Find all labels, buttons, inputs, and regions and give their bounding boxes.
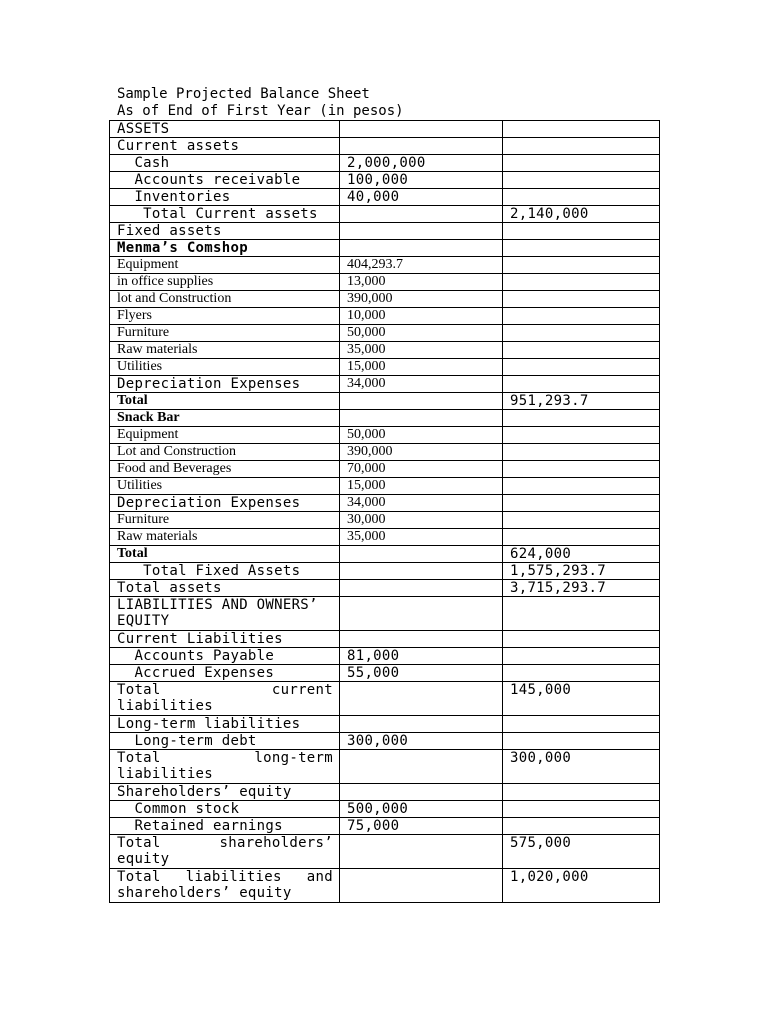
row-total-cell <box>503 359 660 376</box>
row-label-cell: Food and Beverages <box>110 461 340 478</box>
table-row <box>110 240 660 257</box>
row-total-cell <box>503 478 660 495</box>
table-row <box>110 410 660 427</box>
table-row <box>110 835 660 869</box>
row-total-cell <box>503 325 660 342</box>
row-total-cell <box>503 818 660 835</box>
row-amount-cell: 35,000 <box>340 529 503 546</box>
table-row <box>110 325 660 342</box>
row-label-cell: Shareholders’ equity <box>110 784 340 801</box>
row-label-cell: Total <box>110 393 340 410</box>
table-row <box>110 155 660 172</box>
row-total-cell: 145,000 <box>503 682 660 716</box>
table-row <box>110 359 660 376</box>
table-row <box>110 393 660 410</box>
row-label-cell: Long-term liabilities <box>110 716 340 733</box>
row-label-cell: Total shareholders’ equity <box>110 835 340 869</box>
row-total-cell: 951,293.7 <box>503 393 660 410</box>
table-row <box>110 495 660 512</box>
row-total-cell: 575,000 <box>503 835 660 869</box>
row-label-cell: Utilities <box>110 478 340 495</box>
row-total-cell: 1,020,000 <box>503 869 660 903</box>
balance-sheet-table <box>109 120 660 903</box>
row-total-cell: 624,000 <box>503 546 660 563</box>
row-total-cell: 300,000 <box>503 750 660 784</box>
row-total-cell <box>503 189 660 206</box>
row-label-cell: Furniture <box>110 512 340 529</box>
row-amount-cell <box>340 597 503 631</box>
row-amount-cell: 500,000 <box>340 801 503 818</box>
table-row <box>110 716 660 733</box>
row-amount-cell: 50,000 <box>340 427 503 444</box>
row-total-cell <box>503 512 660 529</box>
row-label-cell: Current assets <box>110 138 340 155</box>
row-total-cell: 3,715,293.7 <box>503 580 660 597</box>
row-total-cell <box>503 308 660 325</box>
row-total-cell <box>503 716 660 733</box>
row-amount-cell: 34,000 <box>340 495 503 512</box>
row-label-cell: Total current liabilities <box>110 682 340 716</box>
row-amount-cell: 75,000 <box>340 818 503 835</box>
row-total-cell <box>503 665 660 682</box>
row-total-cell <box>503 257 660 274</box>
row-total-cell <box>503 240 660 257</box>
table-row <box>110 121 660 138</box>
row-amount-cell <box>340 206 503 223</box>
row-amount-cell <box>340 121 503 138</box>
row-label-cell: Utilities <box>110 359 340 376</box>
table-row <box>110 563 660 580</box>
table-row <box>110 529 660 546</box>
row-total-cell <box>503 223 660 240</box>
table-row <box>110 648 660 665</box>
table-row <box>110 291 660 308</box>
table-row <box>110 172 660 189</box>
row-total-cell <box>503 274 660 291</box>
table-row <box>110 801 660 818</box>
table-row <box>110 444 660 461</box>
row-total-cell <box>503 733 660 750</box>
row-label-cell: Equipment <box>110 257 340 274</box>
row-amount-cell <box>340 835 503 869</box>
row-amount-cell: 13,000 <box>340 274 503 291</box>
table-row <box>110 631 660 648</box>
row-amount-cell <box>340 223 503 240</box>
row-label-cell: Total liabilities and shareholders’ equity <box>110 869 340 903</box>
row-label-cell: in office supplies <box>110 274 340 291</box>
table-row <box>110 665 660 682</box>
row-amount-cell <box>340 784 503 801</box>
row-amount-cell <box>340 869 503 903</box>
row-total-cell <box>503 342 660 359</box>
row-amount-cell: 15,000 <box>340 359 503 376</box>
row-amount-cell: 34,000 <box>340 376 503 393</box>
table-row <box>110 818 660 835</box>
row-amount-cell: 15,000 <box>340 478 503 495</box>
row-label-cell: Depreciation Expenses <box>110 495 340 512</box>
row-label-cell: Raw materials <box>110 342 340 359</box>
row-total-cell: 1,575,293.7 <box>503 563 660 580</box>
row-total-cell <box>503 121 660 138</box>
table-row <box>110 750 660 784</box>
row-total-cell <box>503 410 660 427</box>
row-total-cell <box>503 597 660 631</box>
row-total-cell <box>503 801 660 818</box>
row-amount-cell: 300,000 <box>340 733 503 750</box>
row-amount-cell <box>340 716 503 733</box>
table-row <box>110 461 660 478</box>
row-label-cell: lot and Construction <box>110 291 340 308</box>
row-total-cell <box>503 461 660 478</box>
row-amount-cell <box>340 682 503 716</box>
row-amount-cell: 35,000 <box>340 342 503 359</box>
row-label-cell: Fixed assets <box>110 223 340 240</box>
row-amount-cell <box>340 393 503 410</box>
row-amount-cell <box>340 546 503 563</box>
table-row <box>110 427 660 444</box>
row-total-cell <box>503 172 660 189</box>
document-title: Sample Projected Balance Sheet <box>117 86 370 102</box>
row-amount-cell: 55,000 <box>340 665 503 682</box>
row-total-cell <box>503 529 660 546</box>
row-amount-cell: 100,000 <box>340 172 503 189</box>
row-label-cell: Menma’s Comshop <box>110 240 340 257</box>
row-label-cell: Total long-term liabilities <box>110 750 340 784</box>
row-total-cell <box>503 138 660 155</box>
table-row <box>110 682 660 716</box>
table-row <box>110 206 660 223</box>
table-row <box>110 546 660 563</box>
row-amount-cell <box>340 138 503 155</box>
table-row <box>110 138 660 155</box>
table-row <box>110 733 660 750</box>
table-row <box>110 784 660 801</box>
row-label-cell: Accounts Payable <box>110 648 340 665</box>
row-label-cell: Total assets <box>110 580 340 597</box>
row-label-cell: Current Liabilities <box>110 631 340 648</box>
row-amount-cell: 2,000,000 <box>340 155 503 172</box>
row-total-cell <box>503 291 660 308</box>
row-amount-cell: 81,000 <box>340 648 503 665</box>
row-label-cell: Snack Bar <box>110 410 340 427</box>
table-row <box>110 478 660 495</box>
row-total-cell <box>503 155 660 172</box>
row-total-cell <box>503 427 660 444</box>
row-total-cell <box>503 376 660 393</box>
row-amount-cell: 10,000 <box>340 308 503 325</box>
row-amount-cell: 50,000 <box>340 325 503 342</box>
row-label-cell: Raw materials <box>110 529 340 546</box>
row-label-cell: Lot and Construction <box>110 444 340 461</box>
row-amount-cell <box>340 563 503 580</box>
row-label-cell: Accounts receivable <box>110 172 340 189</box>
table-row <box>110 869 660 903</box>
table-row <box>110 597 660 631</box>
row-label-cell: Common stock <box>110 801 340 818</box>
table-row <box>110 342 660 359</box>
row-label-cell: Flyers <box>110 308 340 325</box>
table-row <box>110 512 660 529</box>
row-amount-cell <box>340 410 503 427</box>
row-amount-cell: 404,293.7 <box>340 257 503 274</box>
row-label-cell: Furniture <box>110 325 340 342</box>
row-label-cell: Retained earnings <box>110 818 340 835</box>
row-total-cell <box>503 631 660 648</box>
row-total-cell <box>503 495 660 512</box>
row-label-cell: Long-term debt <box>110 733 340 750</box>
table-row <box>110 274 660 291</box>
row-amount-cell <box>340 750 503 784</box>
row-amount-cell: 70,000 <box>340 461 503 478</box>
table-row <box>110 308 660 325</box>
row-label-cell: Accrued Expenses <box>110 665 340 682</box>
table-row <box>110 376 660 393</box>
row-label-cell: Inventories <box>110 189 340 206</box>
row-total-cell <box>503 648 660 665</box>
row-label-cell: Total Current assets <box>110 206 340 223</box>
row-label-cell: Total <box>110 546 340 563</box>
document-subtitle: As of End of First Year (in pesos) <box>117 103 404 119</box>
row-amount-cell: 40,000 <box>340 189 503 206</box>
row-amount-cell <box>340 580 503 597</box>
row-label-cell: Depreciation Expenses <box>110 376 340 393</box>
row-label-cell: Equipment <box>110 427 340 444</box>
row-total-cell <box>503 784 660 801</box>
row-label-cell: ASSETS <box>110 121 340 138</box>
row-amount-cell <box>340 240 503 257</box>
row-amount-cell: 390,000 <box>340 444 503 461</box>
row-amount-cell <box>340 631 503 648</box>
table-row <box>110 257 660 274</box>
row-amount-cell: 30,000 <box>340 512 503 529</box>
row-label-cell: Cash <box>110 155 340 172</box>
row-label-cell: LIABILITIES AND OWNERS’ EQUITY <box>110 597 340 631</box>
table-row <box>110 189 660 206</box>
row-total-cell: 2,140,000 <box>503 206 660 223</box>
row-amount-cell: 390,000 <box>340 291 503 308</box>
table-row <box>110 223 660 240</box>
row-label-cell: Total Fixed Assets <box>110 563 340 580</box>
balance-sheet-body <box>110 121 660 903</box>
table-row <box>110 580 660 597</box>
row-total-cell <box>503 444 660 461</box>
